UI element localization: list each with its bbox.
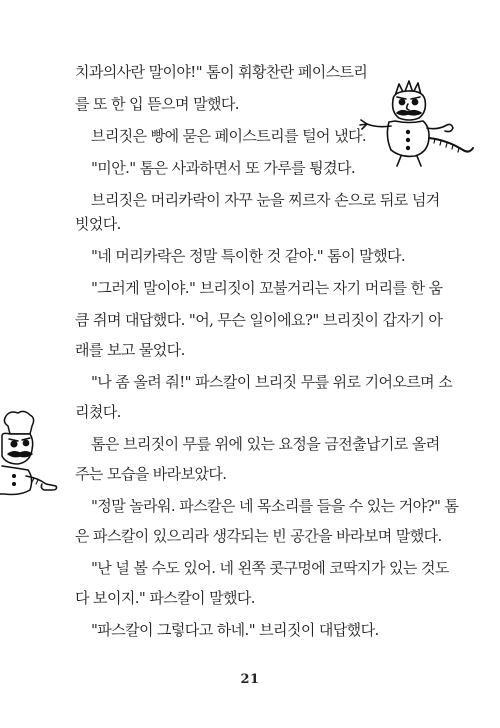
- text-line-6: 빗었다.: [75, 215, 121, 233]
- text-line-3: 브리짓은 빵에 묻은 페이스트리를 털어 냈다.: [91, 127, 367, 145]
- text-line-10: 래를 보고 물었다.: [75, 341, 185, 359]
- text-line-17: "난 널 볼 수도 있어. 네 왼쪽 콧구멍에 코딱지가 있는 것도: [91, 559, 449, 577]
- text-line-4: "미안." 톰은 사과하면서 또 가루를 튕겼다.: [91, 159, 356, 177]
- text-line-12: 리쳤다.: [75, 403, 121, 421]
- text-line-14: 주는 모습을 바라보았다.: [75, 465, 227, 483]
- text-line-8: "그러게 말이야." 브리짓이 꼬불거리는 자기 머리를 한 움: [91, 279, 443, 297]
- page-number: 21: [240, 672, 260, 687]
- text-line-1: 치과의사란 말이야!" 톰이 휘황찬란 페이스트리: [75, 63, 368, 81]
- text-line-15: "정말 놀라워. 파스칼은 네 목소리를 들을 수 있는 거야?" 톰: [91, 497, 459, 515]
- text-line-16: 은 파스칼이 있으리라 생각되는 빈 공간을 바라보며 말했다.: [75, 527, 442, 545]
- text-line-9: 큼 쥐며 대답했다. "어, 무슨 일이에요?" 브리짓이 갑자기 아: [75, 311, 443, 329]
- text-line-19: "파스칼이 그렇다고 하네." 브리짓이 대답했다.: [91, 621, 379, 639]
- text-line-7: "네 머리카락은 정말 특이한 것 같아." 톰이 말했다.: [91, 247, 406, 265]
- chef-peeking-illustration: [0, 410, 60, 502]
- text-line-11: "나 좀 올려 줘!" 파스칼이 브리짓 무릎 위로 기어오르며 소: [91, 373, 453, 391]
- text-line-5: 브리짓은 머리카락이 자꾸 눈을 찌르자 손으로 뒤로 넘겨: [91, 191, 440, 209]
- text-line-2: 를 또 한 입 뜯으며 말했다.: [75, 95, 239, 113]
- chef-illustration: [355, 78, 480, 170]
- text-line-18: 다 보이지." 파스칼이 말했다.: [75, 589, 255, 607]
- text-line-13: 톰은 브리짓이 무릎 위에 있는 요정을 금전출납기로 올려: [91, 435, 440, 453]
